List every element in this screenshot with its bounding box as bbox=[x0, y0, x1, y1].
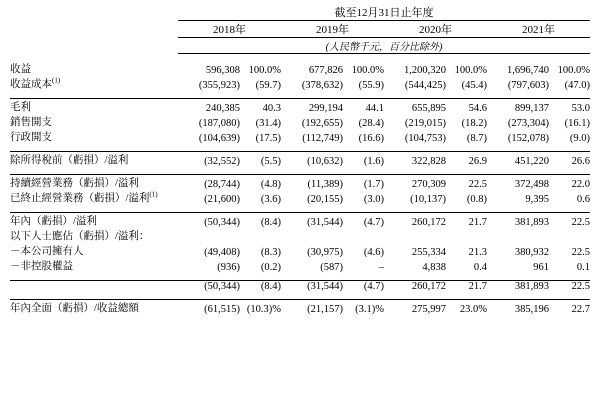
row-label: 年內全面（虧損）/收益總額 bbox=[10, 300, 178, 316]
cell-amount: (50,344) bbox=[178, 213, 240, 229]
table-body bbox=[10, 54, 590, 316]
table-row bbox=[10, 300, 590, 316]
cell-percent: (5.5) bbox=[240, 152, 281, 168]
column-header-2018: 2018年 bbox=[178, 21, 281, 38]
cell-percent: (18.2) bbox=[461, 118, 487, 129]
cell-amount: (104,639) bbox=[198, 133, 240, 144]
cell-percent: – bbox=[378, 262, 384, 273]
row-label: 已終止經營業務（虧損）/溢利$^{(1)}$ bbox=[10, 190, 158, 204]
cell-percent: 100.0% bbox=[454, 65, 487, 76]
cell-amount: 451,220 bbox=[487, 152, 549, 168]
table-header bbox=[10, 4, 590, 54]
header-unit-empty bbox=[10, 38, 178, 54]
row-spacer bbox=[10, 205, 590, 213]
cell-percent: (8.4) bbox=[240, 281, 281, 293]
cell-percent: 21.7 bbox=[446, 281, 487, 293]
cell-amount bbox=[487, 228, 549, 243]
row-label: 持續經營業務（虧損）/溢利 bbox=[10, 175, 178, 191]
cell-percent: (17.5) bbox=[255, 133, 281, 144]
cell-percent: (31.4) bbox=[255, 118, 281, 129]
cell-amount: (587) bbox=[320, 262, 343, 273]
footnote-marker: (1) bbox=[149, 190, 158, 199]
cell-percent: 26.9 bbox=[446, 152, 487, 168]
cell-amount: 270,309 bbox=[384, 175, 446, 191]
row-spacer bbox=[10, 292, 590, 300]
cell-amount: (31,544) bbox=[281, 213, 343, 229]
cell-percent: 40.3 bbox=[240, 99, 281, 115]
cell-amount: (273,304) bbox=[507, 118, 549, 129]
table-row bbox=[10, 76, 590, 91]
row-label: 毛利 bbox=[10, 99, 178, 115]
row-label: 收益 bbox=[10, 64, 31, 75]
cell-amount: (49,408) bbox=[204, 247, 240, 258]
financial-table bbox=[10, 4, 590, 315]
cell-amount: (192,655) bbox=[301, 118, 343, 129]
table-row bbox=[10, 281, 590, 293]
cell-percent: (4.6) bbox=[363, 247, 384, 258]
spacer-cell bbox=[10, 54, 590, 62]
cell-percent: 100.0% bbox=[557, 65, 590, 76]
row-label: －非控股權益 bbox=[10, 261, 73, 272]
cell-percent: (3.1)% bbox=[343, 300, 384, 316]
cell-amount: 961 bbox=[533, 262, 549, 273]
row-spacer bbox=[10, 91, 590, 99]
cell-amount: 596,308 bbox=[205, 65, 240, 76]
cell-percent: 0.6 bbox=[576, 194, 590, 205]
cell-amount: (50,344) bbox=[178, 281, 240, 293]
cell-amount: 9,395 bbox=[525, 194, 549, 205]
cell-amount: (378,632) bbox=[301, 80, 343, 91]
cell-amount: 275,997 bbox=[384, 300, 446, 316]
cell-percent: (3.0) bbox=[363, 194, 384, 205]
cell-amount: 381,893 bbox=[487, 281, 549, 293]
cell-percent: (1.7) bbox=[343, 175, 384, 191]
table-row bbox=[10, 228, 590, 243]
cell-amount: (10,137) bbox=[410, 194, 446, 205]
row-label: －本公司擁有人 bbox=[10, 246, 84, 257]
cell-percent: 22.7 bbox=[549, 300, 590, 316]
cell-percent: 22.5 bbox=[571, 247, 590, 258]
cell-percent: (16.1) bbox=[564, 118, 590, 129]
cell-amount: (544,425) bbox=[404, 80, 446, 91]
cell-amount: (936) bbox=[217, 262, 240, 273]
cell-amount: (152,078) bbox=[507, 133, 549, 144]
cell-amount: (187,080) bbox=[198, 118, 240, 129]
cell-percent: (0.2) bbox=[260, 262, 281, 273]
cell-percent: (1.6) bbox=[343, 152, 384, 168]
row-label: 除所得稅前（虧損）/溢利 bbox=[10, 152, 178, 168]
cell-percent bbox=[343, 228, 384, 243]
cell-amount: (21,600) bbox=[204, 194, 240, 205]
cell-amount bbox=[384, 228, 446, 243]
table-row bbox=[10, 258, 590, 273]
cell-percent: (4.8) bbox=[240, 175, 281, 191]
table-row bbox=[10, 175, 590, 191]
cell-amount: 299,194 bbox=[281, 99, 343, 115]
cell-amount: 1,696,740 bbox=[507, 65, 549, 76]
header-unit-note: (人民幣千元，百分比除外) bbox=[178, 38, 590, 54]
cell-percent: (0.8) bbox=[466, 194, 487, 205]
cell-percent: (4.7) bbox=[343, 213, 384, 229]
cell-percent: 21.7 bbox=[446, 213, 487, 229]
cell-percent: (9.0) bbox=[569, 133, 590, 144]
header-period-title: 截至12月31日止年度 bbox=[178, 4, 590, 21]
cell-percent: 22.0 bbox=[549, 175, 590, 191]
footnote-marker: (1) bbox=[52, 76, 61, 85]
cell-percent: (59.7) bbox=[255, 80, 281, 91]
header-corner-empty bbox=[10, 4, 178, 21]
cell-amount: 677,826 bbox=[308, 65, 343, 76]
spacer-cell bbox=[10, 205, 590, 213]
cell-amount: (11,389) bbox=[281, 175, 343, 191]
column-header-2021: 2021年 bbox=[487, 21, 590, 38]
cell-percent bbox=[549, 228, 590, 243]
row-spacer bbox=[10, 273, 590, 281]
cell-amount: (21,157) bbox=[281, 300, 343, 316]
cell-percent: (3.6) bbox=[260, 194, 281, 205]
header-year-empty bbox=[10, 21, 178, 38]
spacer-cell bbox=[10, 167, 590, 175]
cell-amount: (219,015) bbox=[404, 118, 446, 129]
cell-percent: 53.0 bbox=[549, 99, 590, 115]
cell-percent: (47.0) bbox=[564, 80, 590, 91]
cell-amount bbox=[178, 228, 240, 243]
row-label bbox=[10, 281, 178, 293]
cell-amount: 372,498 bbox=[487, 175, 549, 191]
cell-amount: (32,552) bbox=[178, 152, 240, 168]
cell-amount: (10,632) bbox=[281, 152, 343, 168]
cell-amount: (355,923) bbox=[198, 80, 240, 91]
spacer-cell bbox=[10, 292, 590, 300]
cell-amount: 322,828 bbox=[384, 152, 446, 168]
table-row bbox=[10, 61, 590, 76]
row-label: 行政開支 bbox=[10, 132, 52, 143]
financial-summary-table-page bbox=[0, 4, 600, 404]
cell-amount: 260,172 bbox=[384, 213, 446, 229]
cell-percent: 54.6 bbox=[446, 99, 487, 115]
cell-percent: 21.3 bbox=[468, 247, 487, 258]
row-label: 年內（虧損）/溢利 bbox=[10, 213, 178, 229]
cell-percent: (16.6) bbox=[358, 133, 384, 144]
cell-percent: 22.5 bbox=[446, 175, 487, 191]
table-row bbox=[10, 190, 590, 205]
header-unit-row bbox=[10, 38, 590, 54]
cell-amount: (61,515) bbox=[178, 300, 240, 316]
table-row bbox=[10, 99, 590, 115]
cell-amount: 255,334 bbox=[411, 247, 446, 258]
cell-percent: 22.5 bbox=[549, 281, 590, 293]
cell-amount: 655,895 bbox=[384, 99, 446, 115]
cell-percent: 0.4 bbox=[473, 262, 487, 273]
cell-amount: 1,200,320 bbox=[404, 65, 446, 76]
cell-amount: 385,196 bbox=[487, 300, 549, 316]
table-row bbox=[10, 129, 590, 144]
cell-percent: (45.4) bbox=[461, 80, 487, 91]
column-header-2019: 2019年 bbox=[281, 21, 384, 38]
spacer-cell bbox=[10, 144, 590, 152]
header-period-row bbox=[10, 4, 590, 21]
cell-percent: (8.4) bbox=[240, 213, 281, 229]
cell-amount: 4,838 bbox=[422, 262, 446, 273]
cell-percent: 26.6 bbox=[549, 152, 590, 168]
spacer-cell bbox=[10, 273, 590, 281]
cell-percent: 0.1 bbox=[576, 262, 590, 273]
cell-amount: 899,137 bbox=[487, 99, 549, 115]
cell-amount: (20,155) bbox=[307, 194, 343, 205]
table-row bbox=[10, 213, 590, 229]
cell-percent: (8.3) bbox=[260, 247, 281, 258]
cell-percent: 23.0% bbox=[446, 300, 487, 316]
cell-percent: 100.0% bbox=[248, 65, 281, 76]
cell-amount: 380,932 bbox=[514, 247, 549, 258]
column-header-2020: 2020年 bbox=[384, 21, 487, 38]
header-year-row bbox=[10, 21, 590, 38]
row-label: 銷售開支 bbox=[10, 117, 52, 128]
cell-amount: (104,753) bbox=[404, 133, 446, 144]
cell-percent: (8.7) bbox=[466, 133, 487, 144]
row-label: 收益成本$^{(1)}$ bbox=[10, 76, 61, 90]
row-spacer bbox=[10, 167, 590, 175]
cell-percent: 44.1 bbox=[343, 99, 384, 115]
cell-amount: (28,744) bbox=[178, 175, 240, 191]
cell-amount bbox=[281, 228, 343, 243]
cell-percent: (55.9) bbox=[358, 80, 384, 91]
cell-amount: 381,893 bbox=[487, 213, 549, 229]
cell-amount: 240,385 bbox=[178, 99, 240, 115]
cell-percent: 100.0% bbox=[351, 65, 384, 76]
cell-percent: (28.4) bbox=[358, 118, 384, 129]
cell-amount: (797,603) bbox=[507, 80, 549, 91]
cell-percent: (4.7) bbox=[343, 281, 384, 293]
cell-amount: (112,749) bbox=[302, 133, 343, 144]
cell-percent: 22.5 bbox=[549, 213, 590, 229]
row-spacer bbox=[10, 54, 590, 62]
table-row bbox=[10, 114, 590, 129]
cell-percent bbox=[446, 228, 487, 243]
cell-amount: (30,975) bbox=[307, 247, 343, 258]
cell-amount: 260,172 bbox=[384, 281, 446, 293]
cell-percent bbox=[240, 228, 281, 243]
cell-percent: (10.3)% bbox=[240, 300, 281, 316]
spacer-cell bbox=[10, 91, 590, 99]
row-spacer bbox=[10, 144, 590, 152]
table-row bbox=[10, 243, 590, 258]
cell-amount: (31,544) bbox=[281, 281, 343, 293]
row-label: 以下人士應佔（虧損）/溢利： bbox=[10, 231, 150, 242]
table-row bbox=[10, 152, 590, 168]
